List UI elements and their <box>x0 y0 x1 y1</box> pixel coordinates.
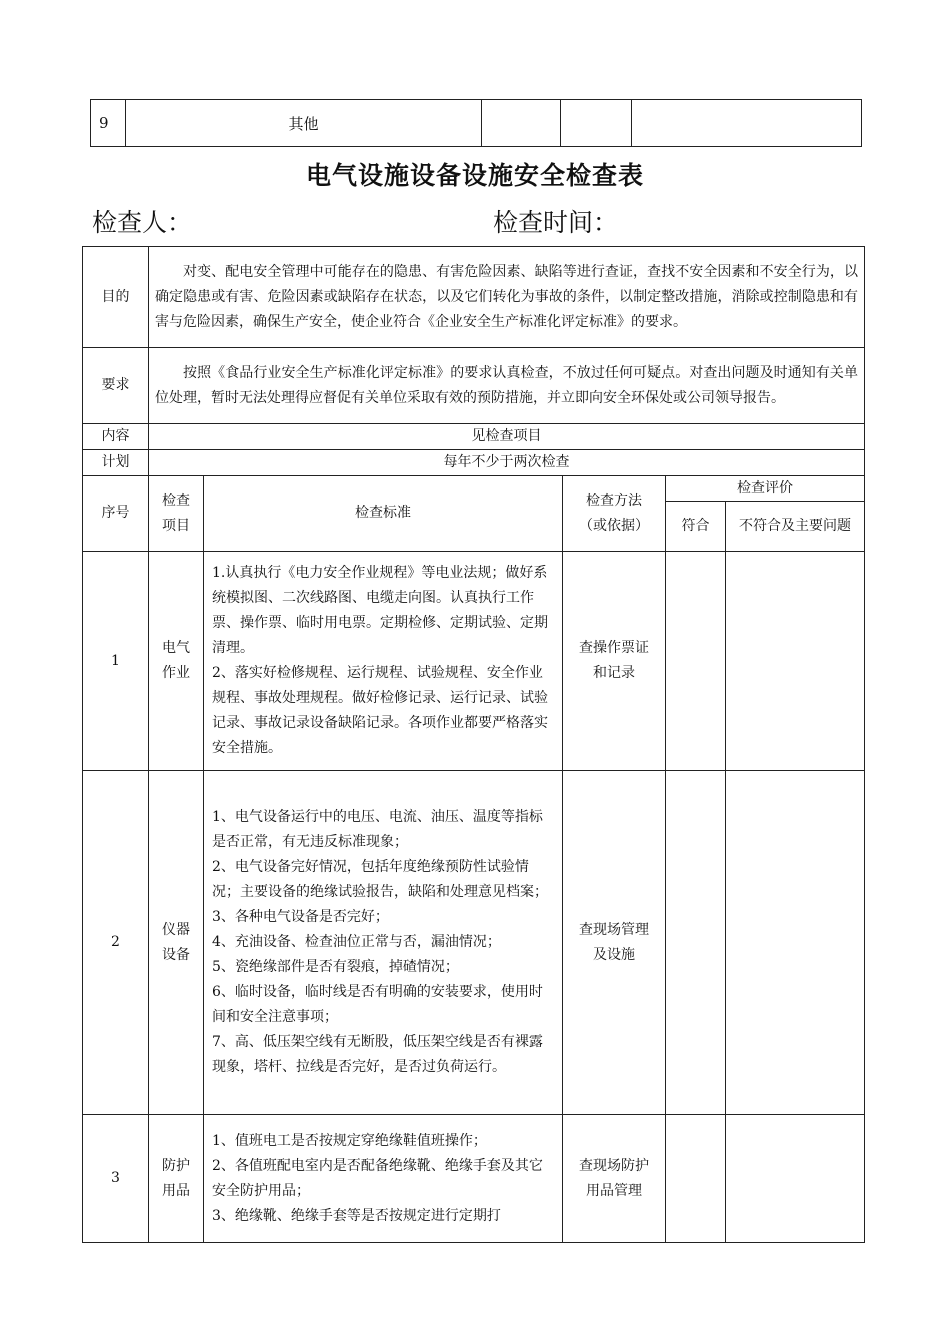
table-row <box>83 771 865 1115</box>
row-standard <box>204 771 563 1115</box>
row-item: 电气作业 <box>149 552 204 771</box>
empty-cell <box>632 100 862 147</box>
row-number: 3 <box>83 1115 149 1243</box>
row-standard <box>204 1115 563 1243</box>
conform-cell <box>666 771 726 1115</box>
standard-line: 1、值班电工是否按规定穿绝缘鞋值班操作； <box>212 1132 487 1149</box>
header-standard: 检查标准 <box>204 476 563 552</box>
standard-line: 5、瓷绝缘部件是否有裂痕，掉碴情况； <box>212 959 459 975</box>
table-row <box>91 100 862 147</box>
standard-line: 3、绝缘靴、绝缘手套等是否按规定进行定期打 <box>212 1207 501 1224</box>
document-title: 电气设施设备设施安全检查表 <box>305 161 644 190</box>
row-method: 查现场管理及设施 <box>563 771 666 1115</box>
conform-cell <box>666 552 726 771</box>
purpose-label: 目的 <box>83 247 149 348</box>
row-item: 防护用品 <box>149 1115 204 1243</box>
purpose-row <box>83 247 865 348</box>
standard-line: 2、电气设备完好情况，包括年度绝缘预防性试验情况；主要设备的绝缘试验报告，缺陷和处理意见档案； <box>212 859 548 900</box>
content-value: 见检查项目 <box>149 424 865 450</box>
row-method: 查操作票证和记录 <box>563 552 666 771</box>
header-nonconform: 不符合及主要问题 <box>726 502 865 552</box>
row-item: 仪器设备 <box>149 771 204 1115</box>
plan-label: 计划 <box>83 450 149 476</box>
empty-cell <box>561 100 632 147</box>
header-row <box>83 476 865 502</box>
row-number: 1 <box>83 552 149 771</box>
row-item: 其他 <box>126 100 482 147</box>
requirement-row <box>83 348 865 424</box>
standard-line: 3、各种电气设备是否完好； <box>212 909 389 925</box>
header-seq: 序号 <box>83 476 149 552</box>
plan-value: 每年不少于两次检查 <box>149 450 865 476</box>
inspection-table <box>82 246 865 1243</box>
standard-line: 2、各值班配电室内是否配备绝缘靴、绝缘手套及其它安全防护用品； <box>212 1157 543 1199</box>
header-evaluation: 检查评价 <box>666 476 865 502</box>
table-row <box>83 1115 865 1243</box>
table-row <box>83 552 865 771</box>
row-method: 查现场防护用品管理 <box>563 1115 666 1243</box>
empty-cell <box>482 100 561 147</box>
standard-line: 1、电气设备运行中的电压、电流、油压、温度等指标是否正常，有无违反标准现象； <box>212 809 543 850</box>
content-row <box>83 424 865 450</box>
standard-line: 6、临时设备，临时线是否有明确的安装要求，使用时间和安全注意事项； <box>212 984 543 1025</box>
requirement-text: 按照《食品行业安全生产标准化评定标准》的要求认真检查，不放过任何可疑点。对查出问题及时通知有关单位处理，暂时无法处理得应督促有关单位采取有效的预防措施，并立即向安全环保处或公司领导报告。 <box>149 348 865 424</box>
standard-line: 2、落实好检修规程、运行规程、试验规程、安全作业规程、事故处理规程。做好检修记录、运行记录、试验记录、事故记录设备缺陷记录。各项作业都要严格落实安全措施。 <box>212 665 548 756</box>
purpose-text: 对变、配电安全管理中可能存在的隐患、有害危险因素、缺陷等进行查证，查找不安全因素和不安全行为，以确定隐患或有害、危险因素或缺陷存在状态，以及它们转化为事故的条件，以制定整改措施，消除或控制隐患和有害与危险因素，确保生产安全，使企业符合《企业安全生产标准化评定标准》的要求。 <box>149 247 865 348</box>
standard-line: 1.认真执行《电力安全作业规程》等电业法规；做好系统模拟图、二次线路图、电缆走向图。认真执行工作票、操作票、临时用电票。定期检修、定期试验、定期清理。 <box>212 565 548 656</box>
row-standard <box>204 552 563 771</box>
row-number: 9 <box>91 100 126 147</box>
conform-cell <box>666 1115 726 1243</box>
header-method: 检查方法（或依据） <box>563 476 666 552</box>
header-item: 检查项目 <box>149 476 204 552</box>
header-conform: 符合 <box>666 502 726 552</box>
standard-line: 7、高、低压架空线有无断股，低压架空线是否有裸露现象，塔杆、拉线是否完好，是否过负荷运行。 <box>212 1034 543 1075</box>
content-label: 内容 <box>83 424 149 450</box>
inspection-time-label: 检查时间： <box>493 208 619 237</box>
previous-table-tail <box>90 99 862 147</box>
plan-row <box>83 450 865 476</box>
row-number: 2 <box>83 771 149 1115</box>
standard-line: 4、充油设备、检查油位正常与否，漏油情况； <box>212 934 501 950</box>
inspector-label: 检查人： <box>92 208 193 237</box>
nonconform-cell <box>726 552 865 771</box>
requirement-label: 要求 <box>83 348 149 424</box>
nonconform-cell <box>726 1115 865 1243</box>
nonconform-cell <box>726 771 865 1115</box>
